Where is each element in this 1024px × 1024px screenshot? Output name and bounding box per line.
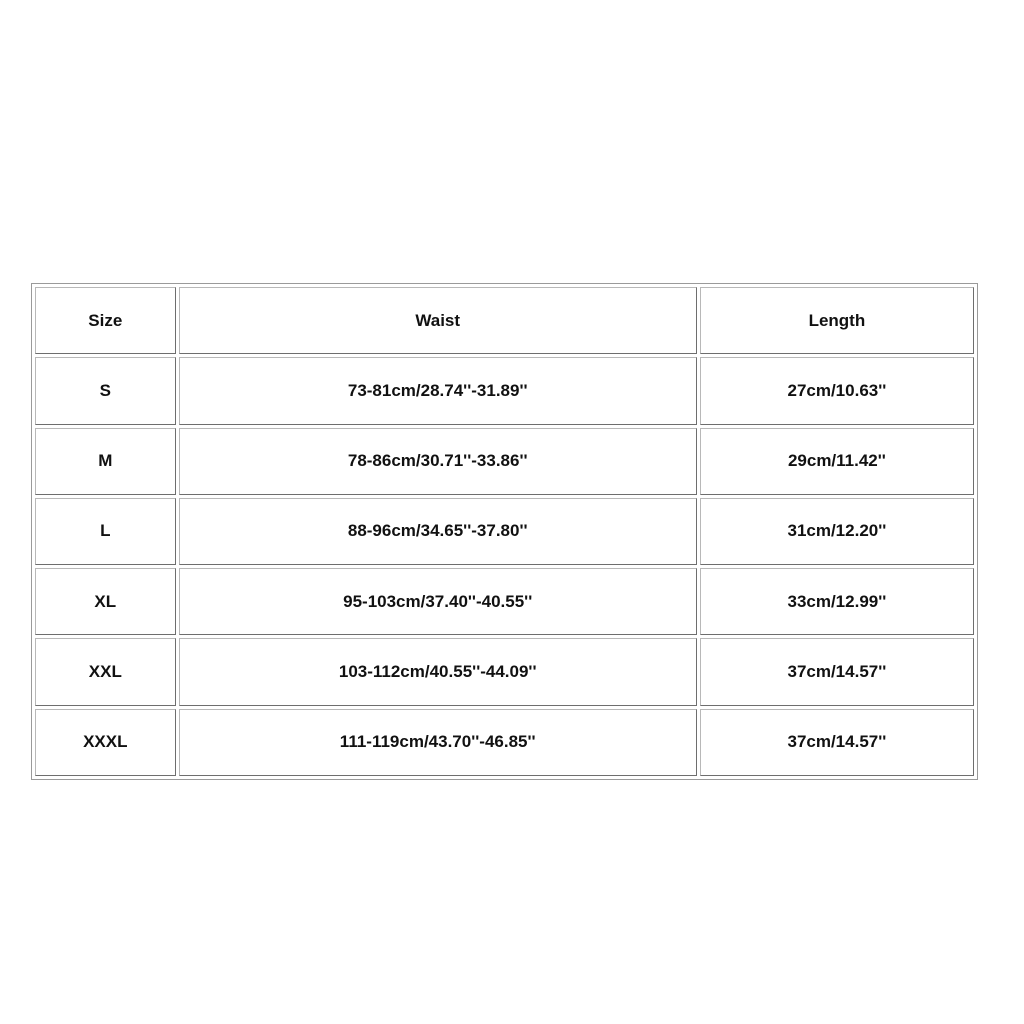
length-cell: 31cm/12.20'' xyxy=(700,498,974,565)
size-cell: M xyxy=(35,428,176,495)
waist-cell: 95-103cm/37.40''-40.55'' xyxy=(179,568,697,635)
header-row xyxy=(35,287,974,354)
table-row xyxy=(35,709,974,776)
waist-cell: 78-86cm/30.71''-33.86'' xyxy=(179,428,697,495)
length-cell: 27cm/10.63'' xyxy=(700,357,974,424)
waist-cell: 103-112cm/40.55''-44.09'' xyxy=(179,638,697,705)
waist-cell: 88-96cm/34.65''-37.80'' xyxy=(179,498,697,565)
length-cell: 29cm/11.42'' xyxy=(700,428,974,495)
header-length: Length xyxy=(700,287,974,354)
waist-cell: 73-81cm/28.74''-31.89'' xyxy=(179,357,697,424)
table-row xyxy=(35,568,974,635)
table-row xyxy=(35,498,974,565)
size-cell: XXL xyxy=(35,638,176,705)
header-size: Size xyxy=(35,287,176,354)
header-waist: Waist xyxy=(179,287,697,354)
size-cell: S xyxy=(35,357,176,424)
table-row xyxy=(35,357,974,424)
table-row xyxy=(35,638,974,705)
waist-cell: 111-119cm/43.70''-46.85'' xyxy=(179,709,697,776)
size-cell: L xyxy=(35,498,176,565)
size-chart-table xyxy=(31,283,978,780)
size-cell: XXXL xyxy=(35,709,176,776)
size-cell: XL xyxy=(35,568,176,635)
table-row xyxy=(35,428,974,495)
length-cell: 37cm/14.57'' xyxy=(700,638,974,705)
length-cell: 37cm/14.57'' xyxy=(700,709,974,776)
length-cell: 33cm/12.99'' xyxy=(700,568,974,635)
